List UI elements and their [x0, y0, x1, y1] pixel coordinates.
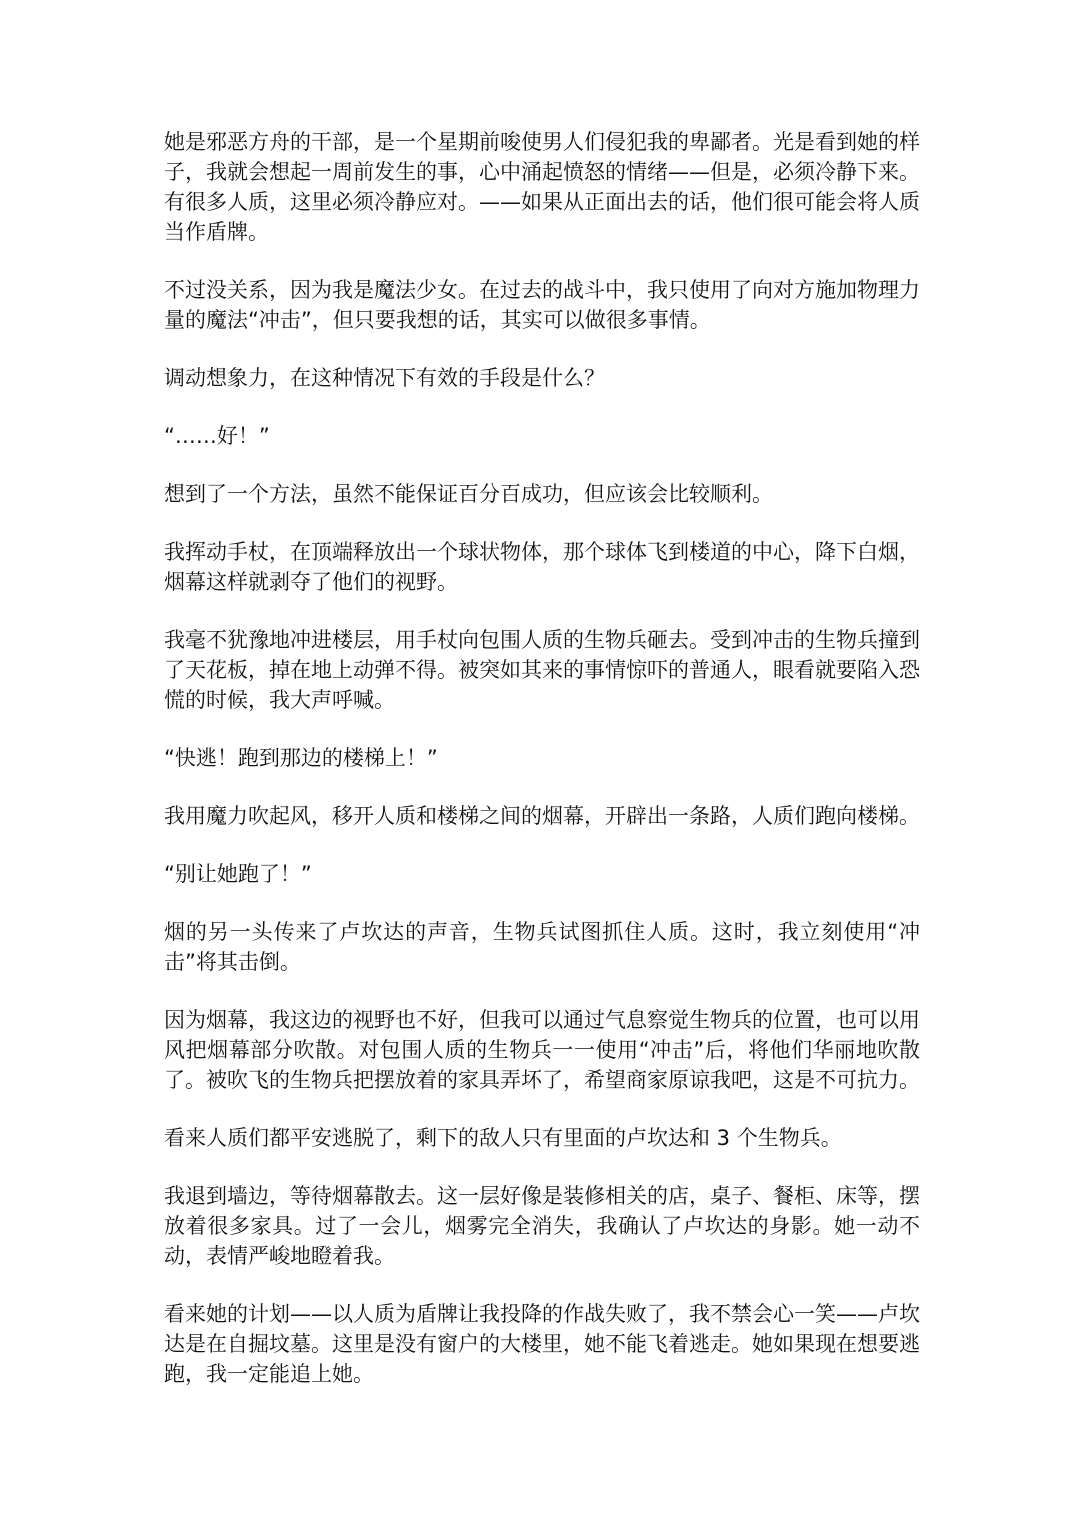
- paragraph: 看来她的计划——以人质为盾牌让我投降的作战失败了，我不禁会心一笑——卢坎达是在自掘坟墓。这里是没有窗户的大楼里，她不能飞着逃走。她如果现在想要逃跑，我一定能追上她。: [164, 1302, 920, 1386]
- dialogue-line: “……好！”: [164, 424, 270, 448]
- document-body: [164, 127, 920, 1417]
- paragraph: 烟的另一头传来了卢坎达的声音，生物兵试图抓住人质。这时，我立刻使用“冲击”将其击倒。: [164, 920, 920, 974]
- paragraph: 我挥动手杖，在顶端释放出一个球状物体，那个球体飞到楼道的中心，降下白烟，烟幕这样就剥夺了他们的视野。: [164, 540, 920, 594]
- paragraph: 我用魔力吹起风，移开人质和楼梯之间的烟幕，开辟出一条路，人质们跑向楼梯。: [164, 804, 920, 828]
- paragraph: 我毫不犹豫地冲进楼层，用手杖向包围人质的生物兵砸去。受到冲击的生物兵撞到了天花板，掉在地上动弹不得。被突如其来的事情惊吓的普通人，眼看就要陷入恐慌的时候，我大声呼喊。: [164, 628, 920, 712]
- paragraph: 看来人质们都平安逃脱了，剩下的敌人只有里面的卢坎达和 3 个生物兵。: [164, 1126, 842, 1150]
- paragraph: 想到了一个方法，虽然不能保证百分百成功，但应该会比较顺利。: [164, 482, 773, 506]
- paragraph: 不过没关系，因为我是魔法少女。在过去的战斗中，我只使用了向对方施加物理力量的魔法“冲击”，但只要我想的话，其实可以做很多事情。: [164, 278, 920, 332]
- paragraph: 调动想象力，在这种情况下有效的手段是什么？: [164, 366, 605, 390]
- dialogue-line: “别让她跑了！”: [164, 862, 312, 886]
- paragraph: 我退到墙边，等待烟幕散去。这一层好像是装修相关的店，桌子、餐柜、床等，摆放着很多家具。过了一会儿，烟雾完全消失，我确认了卢坎达的身影。她一动不动，表情严峻地瞪着我。: [164, 1184, 920, 1268]
- paragraph: 她是邪恶方舟的干部，是一个星期前唆使男人们侵犯我的卑鄙者。光是看到她的样子，我就会想起一周前发生的事，心中涌起愤怒的情绪——但是，必须冷静下来。有很多人质，这里必须冷静应对。——如果从正面出去的话，他们很可能会将人质当作盾牌。: [164, 130, 920, 244]
- dialogue-line: “快逃！跑到那边的楼梯上！”: [164, 746, 438, 770]
- paragraph: 因为烟幕，我这边的视野也不好，但我可以通过气息察觉生物兵的位置，也可以用风把烟幕部分吹散。对包围人质的生物兵一一使用“冲击”后，将他们华丽地吹散了。被吹飞的生物兵把摆放着的家具弄坏了，希望商家原谅我吧，这是不可抗力。: [164, 1008, 920, 1092]
